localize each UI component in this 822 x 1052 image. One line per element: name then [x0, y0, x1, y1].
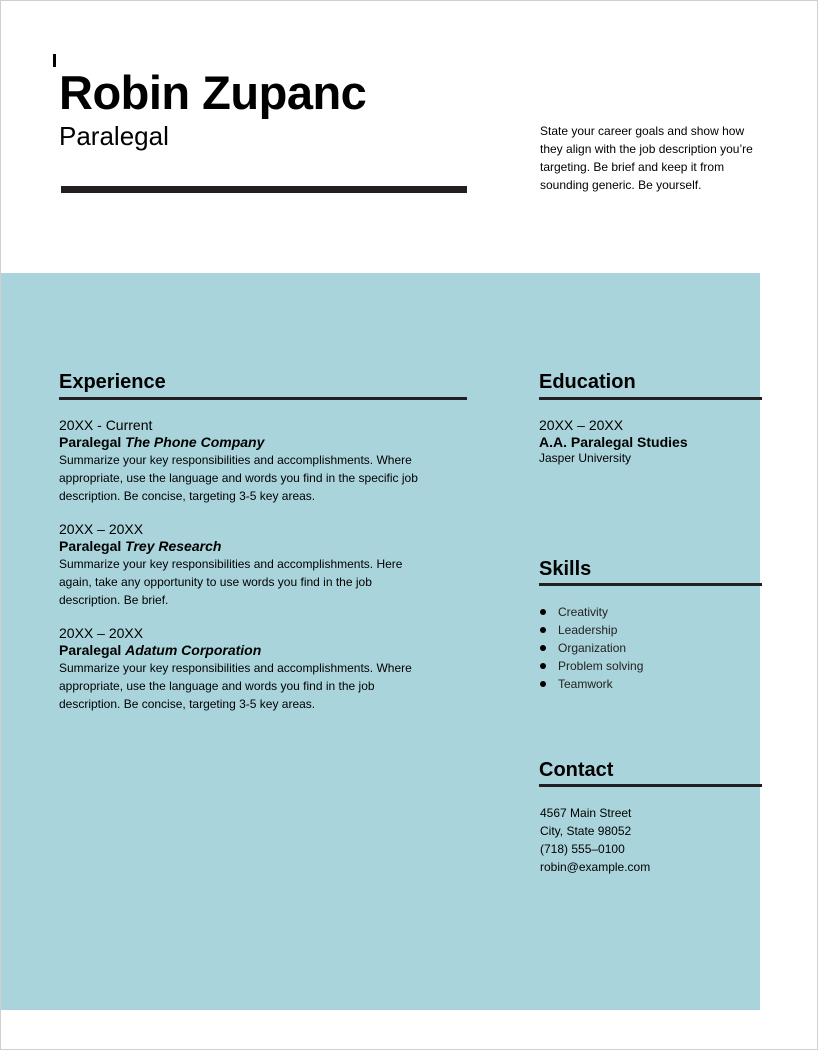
contact-heading[interactable]: Contact: [539, 759, 614, 781]
education-divider: [539, 397, 762, 400]
skill-label: Problem solving: [558, 659, 644, 673]
experience-entry-2[interactable]: [59, 521, 439, 609]
company-name: Trey Research: [125, 538, 222, 554]
bullet-icon: [540, 681, 546, 687]
objective-text[interactable]: State your career goals and show how they align with the job description you’re targeting. Be brief and keep it from sounding generic. Be yourself.: [540, 124, 753, 192]
skill-item: [540, 603, 643, 621]
experience-dates: 20XX – 20XX: [59, 521, 144, 537]
experience-role: [59, 642, 439, 659]
contact-street: 4567 Main Street: [540, 806, 632, 820]
bullet-icon: [540, 645, 546, 651]
role-title: Paralegal: [59, 642, 122, 658]
skills-heading[interactable]: Skills: [539, 558, 592, 580]
contact-phone: (718) 555–0100: [540, 842, 625, 856]
header-divider: [61, 186, 467, 193]
bullet-icon: [540, 663, 546, 669]
skills-list[interactable]: [540, 603, 643, 693]
experience-entry-3[interactable]: [59, 625, 439, 713]
experience-entry-1[interactable]: [59, 417, 439, 505]
education-degree: A.A. Paralegal Studies: [539, 434, 688, 450]
skill-label: Creativity: [558, 605, 609, 619]
bullet-icon: [540, 609, 546, 615]
skill-item: [540, 675, 643, 693]
company-name: The Phone Company: [125, 434, 265, 450]
skill-label: Leadership: [558, 623, 618, 637]
skill-item: [540, 639, 643, 657]
role-title: Paralegal: [59, 434, 122, 450]
skill-item: [540, 657, 643, 675]
skill-label: Teamwork: [558, 677, 613, 691]
experience-dates: 20XX - Current: [59, 417, 153, 433]
education-dates: 20XX – 20XX: [539, 417, 624, 433]
experience-dates: 20XX – 20XX: [59, 625, 144, 641]
education-heading[interactable]: Education: [539, 371, 636, 393]
resume-job-title[interactable]: Paralegal: [59, 121, 169, 151]
experience-description: Summarize your key responsibilities and accomplishments. Here again, take any opportunity to use words you find in the job description. Be brief.: [59, 557, 403, 607]
contact-divider: [539, 784, 762, 787]
bullet-icon: [540, 627, 546, 633]
education-school: Jasper University: [539, 451, 632, 465]
skills-divider: [539, 583, 762, 586]
contact-details[interactable]: [540, 804, 650, 876]
contact-city: City, State 98052: [540, 824, 632, 838]
experience-divider: [59, 397, 467, 400]
skill-label: Organization: [558, 641, 627, 655]
experience-heading[interactable]: Experience: [59, 371, 166, 393]
resume-name[interactable]: Robin Zupanc: [59, 66, 367, 119]
skill-item: [540, 621, 643, 639]
education-entry[interactable]: [539, 417, 759, 466]
experience-role: [59, 434, 439, 451]
experience-description: Summarize your key responsibilities and accomplishments. Where appropriate, use the language and words you find in the job description. Be concise, targeting 3-5 key areas.: [59, 661, 412, 711]
contact-email: robin@example.com: [540, 860, 651, 874]
experience-role: [59, 538, 439, 555]
role-title: Paralegal: [59, 538, 122, 554]
experience-description: Summarize your key responsibilities and accomplishments. Where appropriate, use the language and words you find in the specific job description. Be concise, targeting 3-5 key areas.: [59, 453, 418, 503]
text-cursor: [53, 54, 56, 67]
company-name: Adatum Corporation: [125, 642, 262, 658]
